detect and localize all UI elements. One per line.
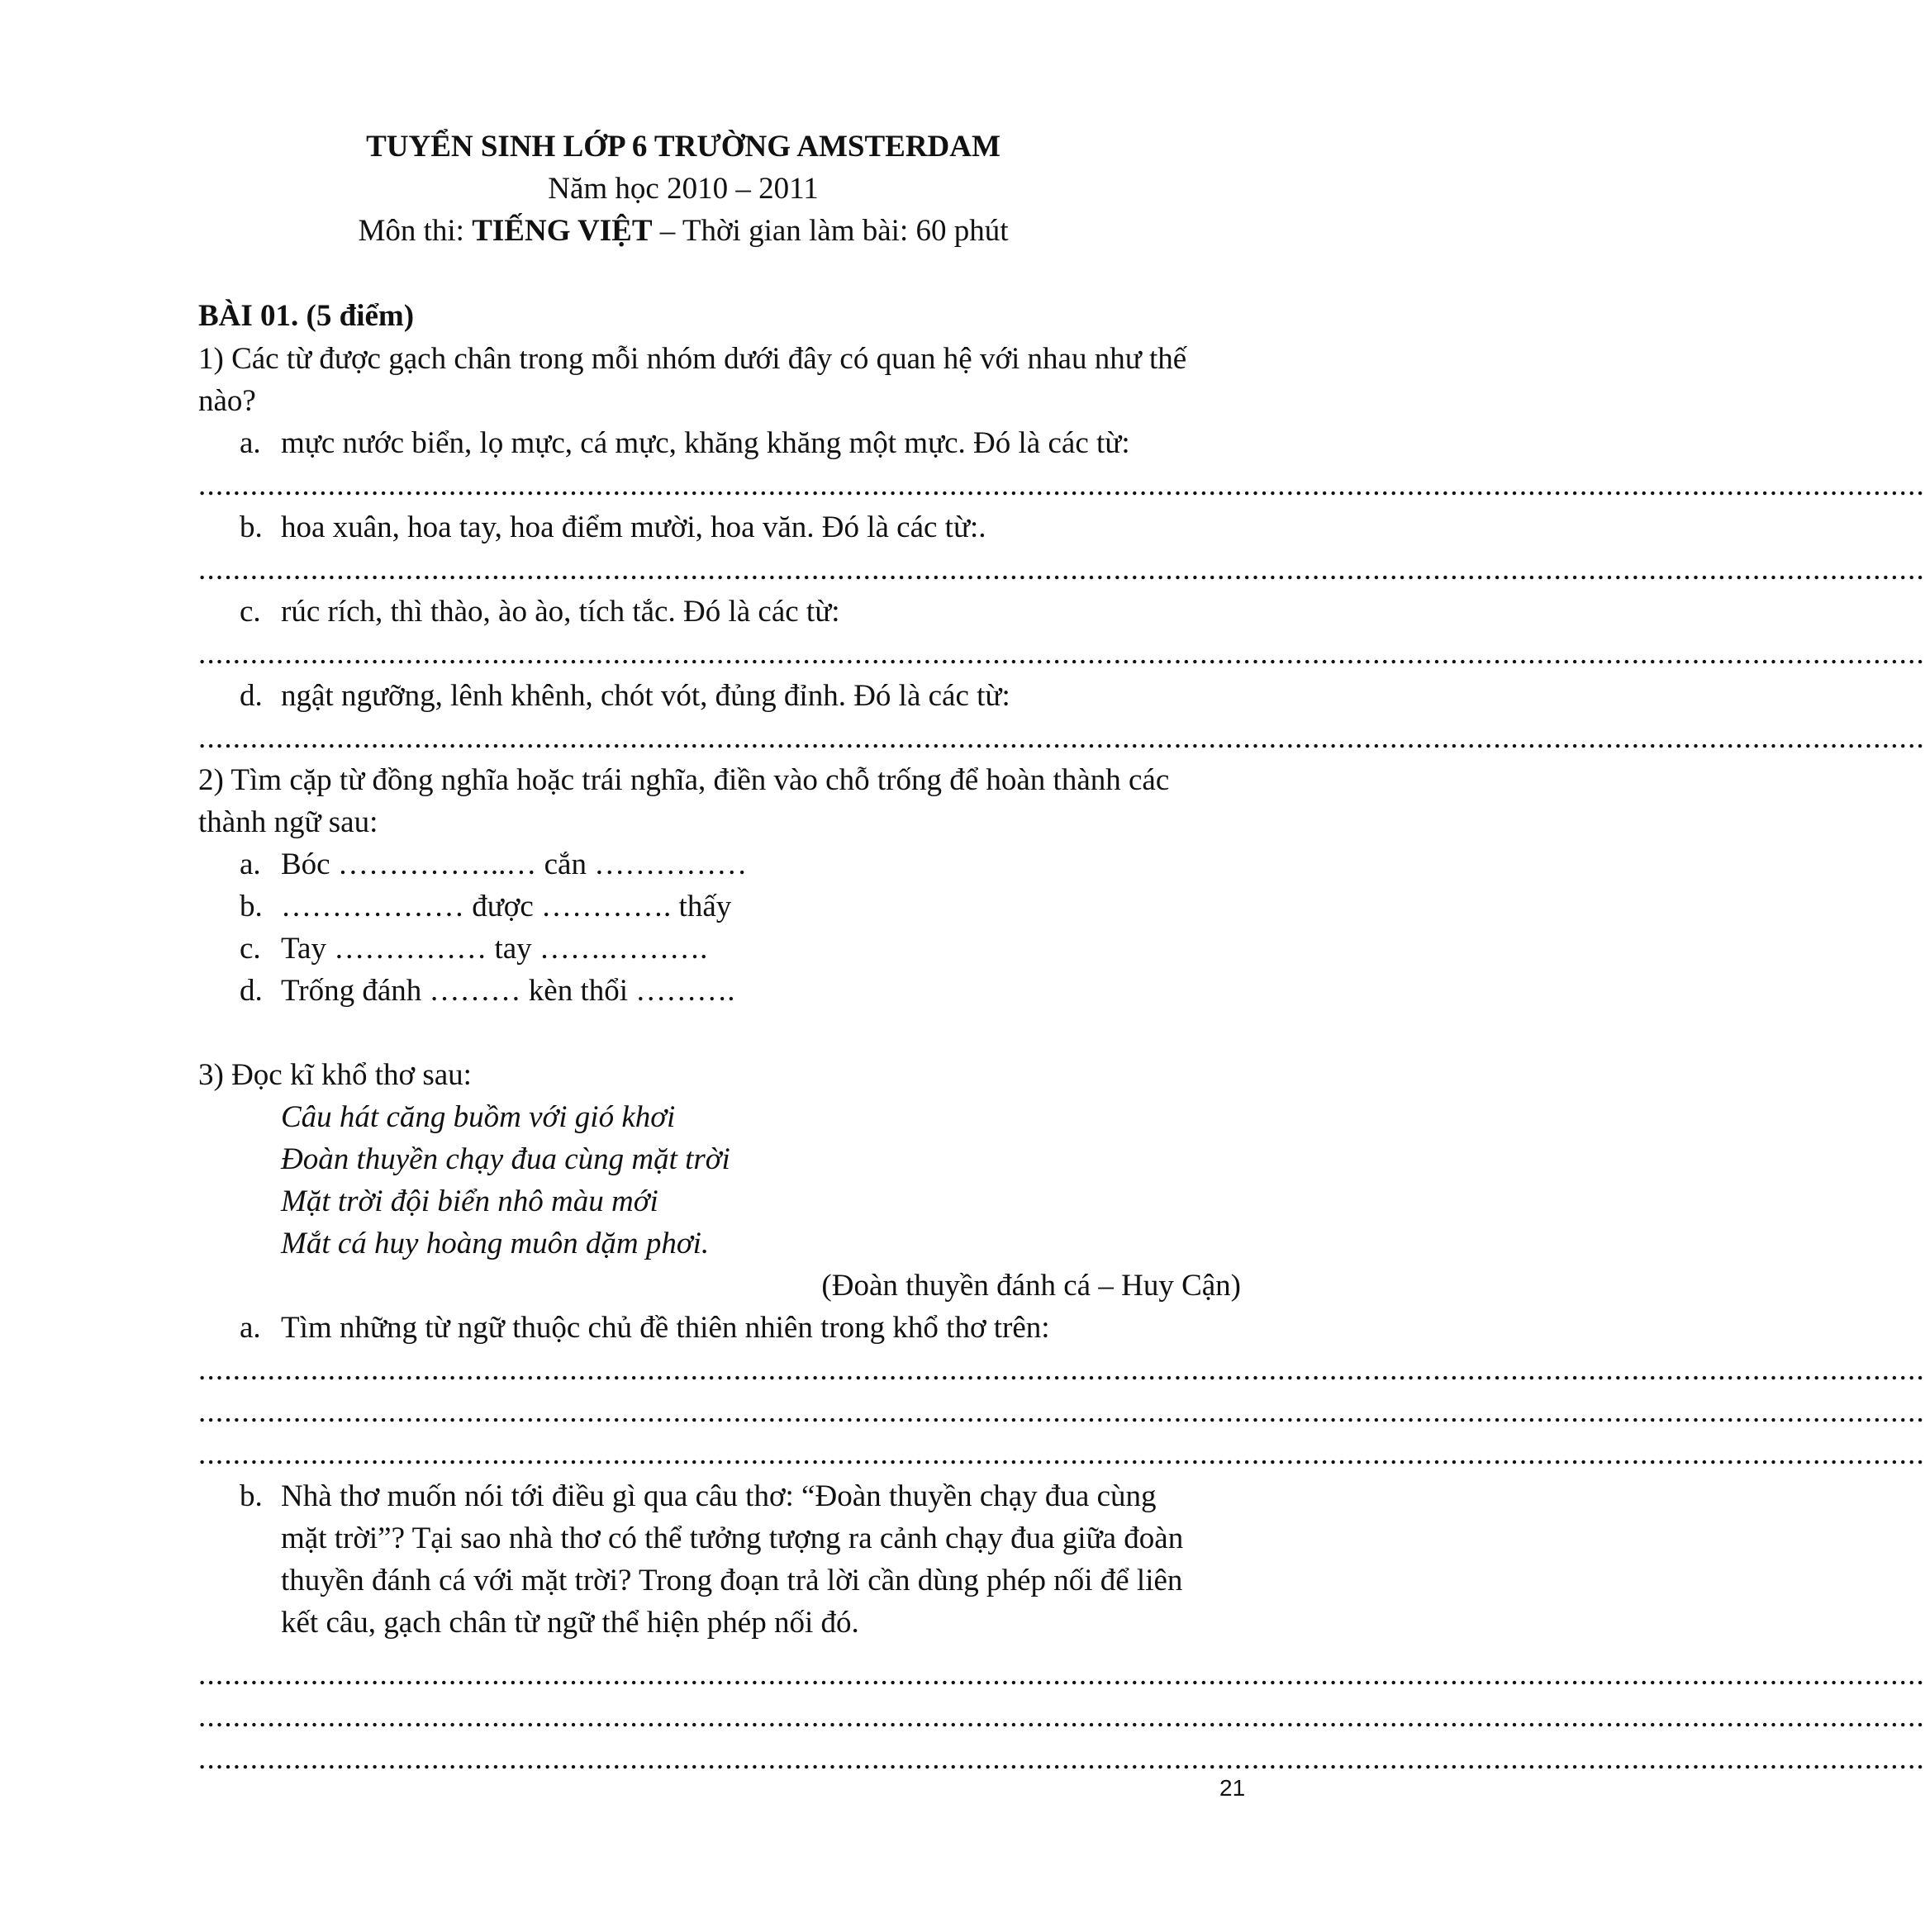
q2-item-d-label: d.: [240, 974, 263, 1008]
answer-line[interactable]: ........................................................................................................................................................................................................: [198, 1742, 1925, 1776]
q2-item-d: [240, 973, 735, 1009]
answer-line[interactable]: ........................................................................................................................................................................................................: [198, 1395, 1925, 1429]
q1-item-a-text: mực nước biển, lọ mực, cá mực, khăng khăng một mực. Đó là các từ:: [281, 426, 1130, 460]
q3-item-a: [240, 1310, 1050, 1346]
q1-item-c: [240, 594, 840, 630]
q1-item-a: [240, 425, 1130, 462]
q3-item-b-line4: kết câu, gạch chân từ ngữ thể hiện phép nối đó.: [281, 1606, 859, 1640]
q2-item-c-text: Tay …………… tay …….……….: [281, 932, 708, 966]
q1-item-b-text: hoa xuân, hoa tay, hoa điểm mười, hoa văn. Đó là các từ:.: [281, 510, 986, 544]
q1-item-c-text: rúc rích, thì thào, ào ào, tích tắc. Đó là các từ:: [281, 595, 840, 629]
q1-prompt-line2: nào?: [198, 384, 256, 418]
exam-title: TUYỂN SINH LỚP 6 TRƯỜNG AMSTERDAM: [366, 130, 1001, 164]
q1-item-d-text: ngật ngưỡng, lênh khênh, chót vót, đủng đỉnh. Đó là các từ:: [281, 679, 1010, 713]
q3-item-a-text: Tìm những từ ngữ thuộc chủ đề thiên nhiên trong khổ thơ trên:: [281, 1311, 1050, 1345]
q2-item-b-text: ……………… được …………. thấy: [281, 890, 732, 923]
q1-prompt-line1: 1) Các từ được gạch chân trong mỗi nhóm dưới đây có quan hệ với nhau như thế: [198, 342, 1187, 376]
answer-line[interactable]: ........................................................................................................................................................................................................: [198, 1658, 1925, 1692]
q1-item-a-label: a.: [240, 426, 261, 460]
poem-line: Câu hát căng buồm với gió khơi: [281, 1100, 676, 1134]
q1-item-b: [240, 510, 986, 546]
q2-prompt-line1: 2) Tìm cặp từ đồng nghĩa hoặc trái nghĩa, điền vào chỗ trống để hoàn thành các: [198, 763, 1170, 797]
answer-line[interactable]: ........................................................................................................................................................................................................: [198, 553, 1925, 586]
q2-item-b-label: b.: [240, 890, 263, 923]
answer-line[interactable]: ........................................................................................................................................................................................................: [198, 637, 1925, 671]
q3-prompt: 3) Đọc kĩ khổ thơ sau:: [198, 1058, 472, 1092]
answer-line[interactable]: ........................................................................................................................................................................................................: [198, 1437, 1925, 1471]
q2-item-b: [240, 889, 731, 925]
answer-line[interactable]: ........................................................................................................................................................................................................: [198, 1353, 1925, 1387]
answer-line[interactable]: ........................................................................................................................................................................................................: [198, 1700, 1925, 1734]
answer-line[interactable]: ........................................................................................................................................................................................................: [198, 468, 1925, 502]
subject-suffix: – Thời gian làm bài: 60 phút: [652, 214, 1009, 248]
poem-line: Mắt cá huy hoàng muôn dặm phơi.: [281, 1227, 710, 1260]
subject-prefix: Môn thi:: [358, 214, 473, 248]
q1-item-b-label: b.: [240, 510, 263, 544]
poem-line: Đoàn thuyền chạy đua cùng mặt trời: [281, 1142, 730, 1176]
q1-item-d-label: d.: [240, 679, 263, 713]
q3-item-b-line2: mặt trời”? Tại sao nhà thơ có thể tưởng tượng ra cảnh chạy đua giữa đoàn: [281, 1521, 1184, 1555]
q2-item-a-text: Bóc ……………..… cắn ……………: [281, 847, 748, 881]
q2-item-d-text: Trống đánh ……… kèn thổi ……….: [281, 974, 735, 1008]
q3-item-a-label: a.: [240, 1311, 261, 1345]
q3-item-b-label: b.: [240, 1479, 263, 1513]
subject-name: TIẾNG VIỆT: [472, 214, 653, 248]
q2-prompt-line2: thành ngữ sau:: [198, 805, 378, 839]
school-year: Năm học 2010 – 2011: [548, 172, 819, 206]
q2-item-c-label: c.: [240, 932, 261, 966]
q2-item-a: [240, 847, 747, 883]
q3-item-b-line3: thuyền đánh cá với mặt trời? Trong đoạn trả lời cần dùng phép nối để liên: [281, 1564, 1183, 1597]
q2-item-a-label: a.: [240, 847, 261, 881]
subject-line: [0, 213, 1367, 249]
q3-item-b-line1: [240, 1479, 1157, 1515]
answer-line[interactable]: ........................................................................................................................................................................................................: [198, 721, 1925, 755]
q3-item-b-text: Nhà thơ muốn nói tới điều gì qua câu thơ: “Đoàn thuyền chạy đua cùng: [281, 1479, 1157, 1513]
poem-line: Mặt trời đội biển nhô màu mới: [281, 1184, 658, 1218]
poem-source: (Đoàn thuyền đánh cá – Huy Cận): [821, 1269, 1241, 1303]
section-heading: BÀI 01. (5 điểm): [198, 299, 415, 333]
q1-item-d: [240, 678, 1010, 714]
page-number: 21: [1219, 1775, 1246, 1801]
q1-item-c-label: c.: [240, 595, 261, 629]
q2-item-c: [240, 931, 707, 967]
